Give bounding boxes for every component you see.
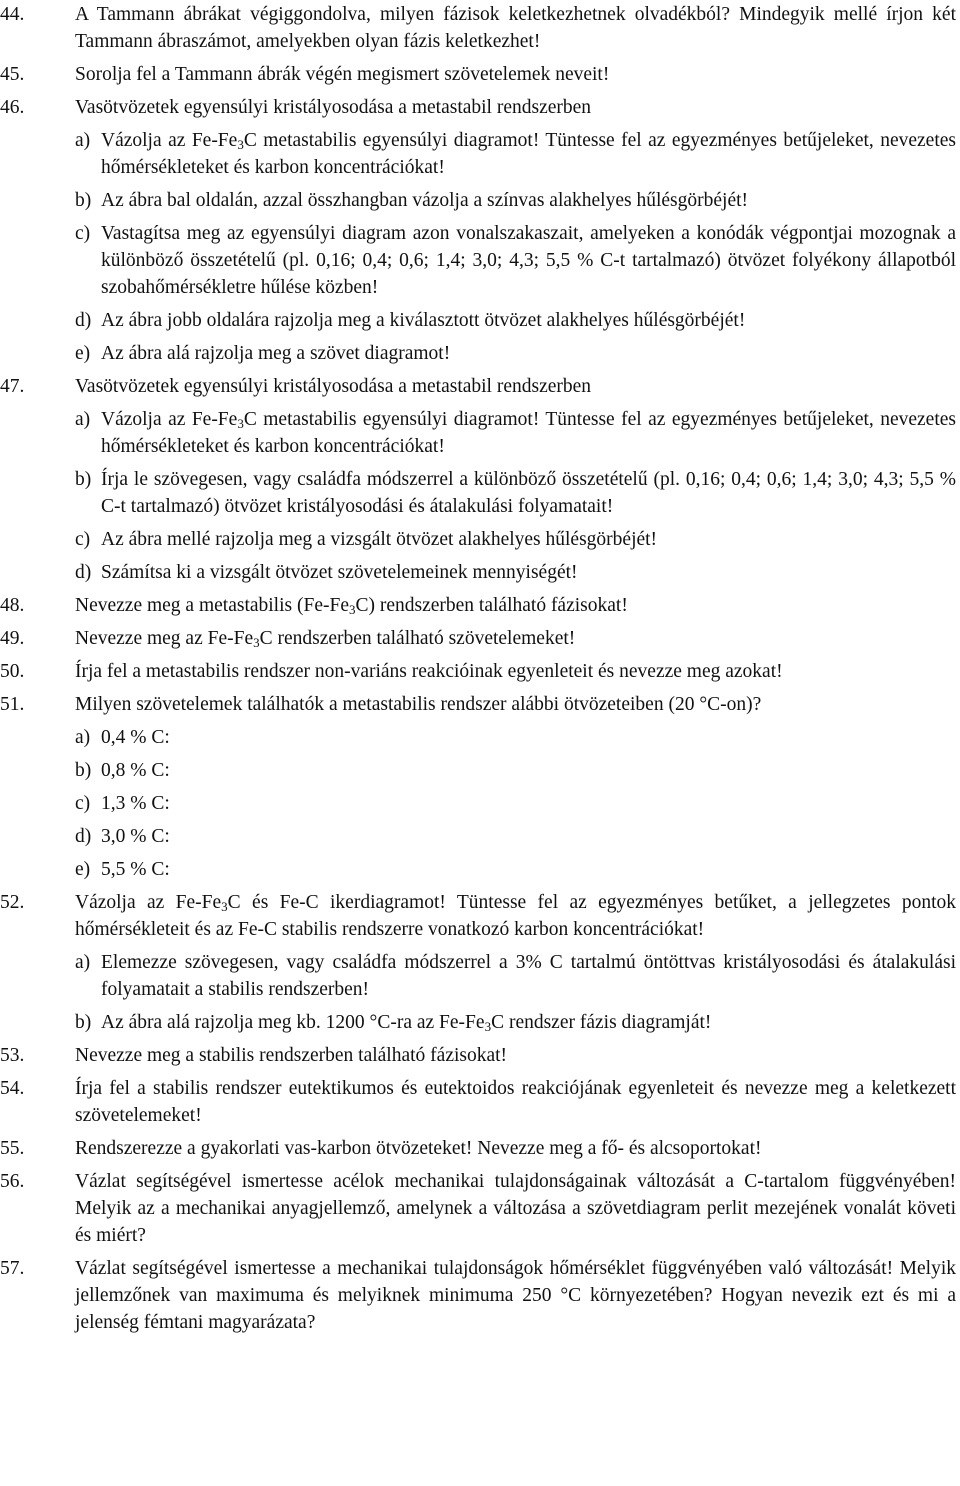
question-item [0,1135,960,1162]
question-text: Nevezze meg a stabilis rendszerben található fázisokat! [75,1045,508,1066]
subquestion-item [0,559,960,586]
subquestion-text: Elemezze szövegesen, vagy családfa módszerrel a 3% C tartalmú öntöttvas kristályosodási és átalakulási folyamatait a stabilis rendszerben! [101,952,956,1000]
subquestion-letter: b) [75,469,92,490]
subquestion-item [0,127,960,181]
question-text: Vasötvözetek egyensúlyi kristályosodása a metastabil rendszerben [75,376,592,397]
subquestion-letter: a) [75,952,91,973]
subquestion-letter: e) [75,859,91,880]
subquestion-text: 0,8 % C: [101,760,170,781]
subquestion-text: Vázolja az $Fe-Fe_3C$ metastabilis egyensúlyi diagramot! Tüntesse fel az egyezményes betűjeleket, nevezetes hőmérsékleteket és karbon koncentrációkat! [101,409,956,457]
subquestion-list [0,949,960,1036]
question-text: Milyen szövetelemek találhatók a metastabilis rendszer alábbi ötvözeteiben (20 °C-on)? [75,694,762,715]
subquestion-item [0,466,960,520]
question-text: Vasötvözetek egyensúlyi kristályosodása a metastabil rendszerben [75,97,592,118]
subquestion-item [0,1009,960,1036]
question-text: Nevezze meg a metastabilis $(Fe-Fe_3C)$ rendszerben található fázisokat! [75,595,628,617]
subquestion-text: 1,3 % C: [101,793,170,814]
subquestion-item [0,757,960,784]
subquestion-text: Az ábra jobb oldalára rajzolja meg a kiválasztott ötvözet alakhelyes hűlésgörbéjét! [101,310,746,331]
question-item [0,889,960,943]
question-item [0,1168,960,1249]
subquestion-item [0,790,960,817]
question-item [0,1255,960,1336]
question-item [0,658,960,685]
subquestion-list [0,724,960,883]
question-item [0,61,960,88]
subquestion-text: Az ábra alá rajzolja meg kb. 1200 °C-ra az $Fe-Fe_3C$ rendszer fázis diagramját! [101,1012,712,1034]
subquestion-text: 3,0 % C: [101,826,170,847]
question-number: 49. [0,628,25,649]
question-text: Rendszerezze a gyakorlati vas-karbon ötvözeteket! Nevezze meg a fő- és alcsoportokat! [75,1138,762,1159]
subquestion-text: Az ábra bal oldalán, azzal összhangban vázolja a színvas alakhelyes hűlésgörbéjét! [101,190,749,211]
subquestion-item [0,949,960,1003]
question-text: Sorolja fel a Tammann ábrák végén megismert szövetelemek neveit! [75,64,610,85]
subquestion-list [0,406,960,586]
subquestion-text: Írja le szövegesen, vagy családfa módszerrel a különböző összetételű (pl. 0,16; 0,4; 0,6; 1,4; 3,0; 4,3; 5,5 % C-t tartalmazó) ötvözet kristályosodási és átalakulási folyamatait! [101,469,956,517]
subquestion-letter: b) [75,1012,92,1033]
question-number: 53. [0,1045,25,1066]
subquestion-text: Vastagítsa meg az egyensúlyi diagram azon vonalszakaszait, amelyeken a konódák végpontjai mozognak a különböző összetételű (pl. 0,16; 0,4; 0,6; 1,4; 3,0; 4,3; 5,5 % C-t tartalmazó) ötvözet folyékony állapotból szobahőmérsékletre hűlése közben! [101,223,956,298]
question-number: 50. [0,661,25,682]
subquestion-letter: a) [75,727,91,748]
subquestion-item [0,856,960,883]
question-item [0,373,960,400]
subquestion-item [0,220,960,301]
question-number: 44. [0,4,25,25]
subquestion-item [0,724,960,751]
subquestion-text: Az ábra alá rajzolja meg a szövet diagramot! [101,343,451,364]
subquestion-item [0,406,960,460]
question-item [0,1075,960,1129]
subquestion-text: Vázolja az $Fe-Fe_3C$ metastabilis egyensúlyi diagramot! Tüntesse fel az egyezményes betűjeleket, nevezetes hőmérsékleteket és karbon koncentrációkat! [101,130,956,178]
question-number: 45. [0,64,25,85]
subquestion-item [0,307,960,334]
subquestion-letter: a) [75,130,91,151]
question-number: 57. [0,1258,25,1279]
subquestion-list [0,127,960,367]
subquestion-item [0,340,960,367]
question-item [0,94,960,121]
question-text: Vázlat segítségével ismertesse acélok mechanikai tulajdonságainak változását a C-tartalom függvényében! Melyik az a mechanikai anyagjellemző, amelynek a változása a szövetdiagram perlit mezejének vonalát követi és miért? [75,1171,956,1246]
subquestion-letter: b) [75,190,92,211]
subquestion-text: Számítsa ki a vizsgált ötvözet szövetelemeinek mennyiségét! [101,562,578,583]
subquestion-letter: a) [75,409,91,430]
question-item [0,1,960,55]
question-number: 48. [0,595,25,616]
question-number: 55. [0,1138,25,1159]
question-number: 47. [0,376,25,397]
subquestion-text: 0,4 % C: [101,727,170,748]
question-text: Vázolja az $Fe-Fe_3C$ és Fe-C ikerdiagramot! Tüntesse fel az egyezményes betűket, a jellegzetes pontok hőmérsékleteit és az Fe-C stabilis rendszerre vonatkozó karbon koncentrációkat! [75,892,957,940]
question-number: 56. [0,1171,25,1192]
question-text: A Tammann ábrákat végiggondolva, milyen fázisok keletkezhetnek olvadékból? Mindegyik mellé írjon két Tammann ábraszámot, amelyekben olyan fázis keletkezhet! [75,4,956,52]
subquestion-item [0,526,960,553]
question-number: 46. [0,97,25,118]
subquestion-item [0,823,960,850]
question-item [0,592,960,619]
subquestion-text: Az ábra mellé rajzolja meg a vizsgált ötvözet alakhelyes hűlésgörbéjét! [101,529,658,550]
question-text: Nevezze meg az $Fe-Fe_3C$ rendszerben található szövetelemeket! [75,628,576,650]
question-number: 52. [0,892,25,913]
question-item [0,691,960,718]
subquestion-letter: c) [75,529,91,550]
question-list [0,1,960,1336]
subquestion-letter: c) [75,223,91,244]
subquestion-letter: d) [75,562,92,583]
question-text: Írja fel a stabilis rendszer eutektikumos és eutektoidos reakciójának egyenleteit és nevezze meg a keletkezett szövetelemeket! [75,1078,956,1126]
subquestion-text: 5,5 % C: [101,859,170,880]
subquestion-letter: d) [75,310,92,331]
question-item [0,625,960,652]
question-item [0,1042,960,1069]
question-number: 54. [0,1078,25,1099]
subquestion-letter: c) [75,793,91,814]
subquestion-letter: e) [75,343,91,364]
subquestion-letter: d) [75,826,92,847]
question-text: Vázlat segítségével ismertesse a mechanikai tulajdonságok hőmérséklet függvényében való változását! Melyik jellemzőnek van maximuma és melyiknek minimuma 250 °C környezetében? Hogyan nevezik ezt és mi a jelenség fémtani magyarázata? [75,1258,956,1333]
subquestion-item [0,187,960,214]
question-number: 51. [0,694,25,715]
question-text: Írja fel a metastabilis rendszer non-variáns reakcióinak egyenleteit és nevezze meg azokat! [75,661,783,682]
subquestion-letter: b) [75,760,92,781]
